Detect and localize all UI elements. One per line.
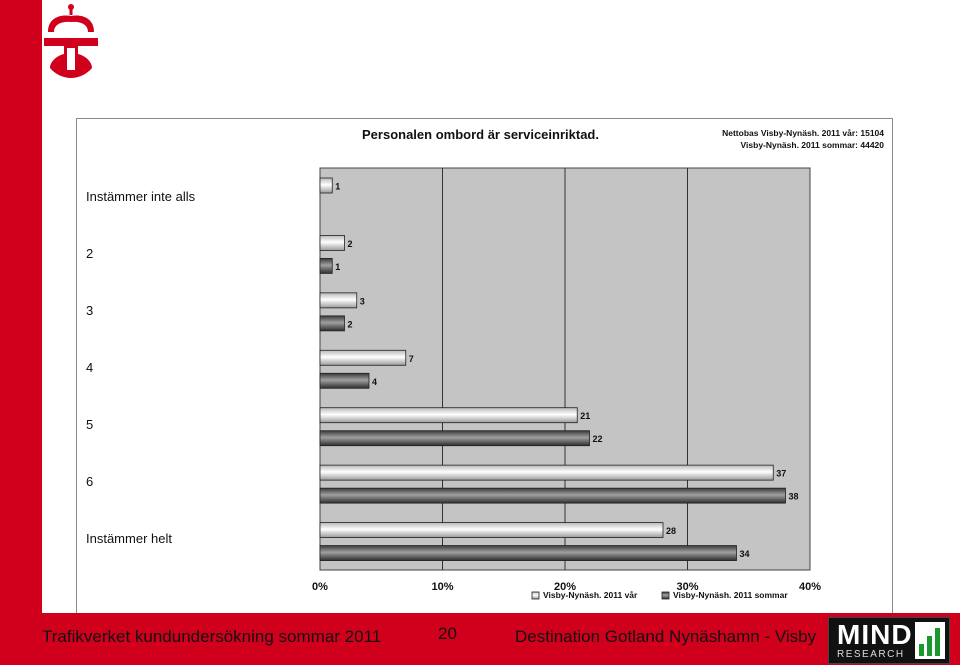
bar [320, 178, 332, 193]
footer-survey-title: Trafikverket kundundersökning sommar 2011 [42, 627, 382, 646]
category-label: 4 [86, 360, 94, 375]
x-tick-label: 20% [553, 581, 577, 593]
category-label: Instämmer inte alls [86, 189, 196, 204]
bar-value-label: 4 [372, 376, 378, 387]
chart-title: Personalen ombord är serviceinriktad. [362, 127, 599, 142]
netto-line-1: Nettobas Visby-Nynäsh. 2011 vår: 15104 [722, 128, 884, 138]
bar [320, 431, 590, 446]
bar-value-label: 38 [788, 491, 799, 502]
bars-logo-icon [915, 622, 945, 659]
x-tick-label: 30% [676, 581, 699, 593]
bar-value-label: 1 [335, 261, 341, 272]
logo-word: MIND [837, 619, 913, 650]
bar [320, 488, 786, 503]
legend-swatch [662, 592, 669, 599]
bar [320, 235, 345, 250]
bar [320, 293, 357, 308]
mind-research-logo [828, 617, 950, 664]
bar-value-label: 2 [347, 238, 353, 249]
legend-swatch [532, 592, 539, 599]
category-label: 6 [86, 474, 94, 489]
bar [320, 408, 577, 423]
bar-value-label: 3 [359, 296, 365, 307]
bar-value-label: 2 [347, 319, 353, 330]
bar-value-label: 22 [592, 434, 603, 445]
bar-value-label: 34 [739, 549, 750, 560]
bar [320, 523, 663, 538]
bar-value-label: 28 [666, 526, 677, 537]
category-label: 3 [86, 303, 94, 318]
bar-value-label: 7 [408, 353, 414, 364]
bar [320, 350, 406, 365]
bar [320, 546, 737, 561]
x-tick-label: 40% [798, 581, 822, 593]
category-label: 5 [86, 417, 94, 432]
category-label: Instämmer helt [86, 531, 172, 546]
legend-label: Visby-Nynäsh. 2011 sommar [673, 590, 788, 600]
bar [320, 316, 345, 331]
legend-label: Visby-Nynäsh. 2011 vår [543, 590, 638, 600]
bar-value-label: 37 [776, 468, 787, 479]
x-tick-label: 0% [312, 581, 328, 593]
x-tick-label: 10% [431, 581, 454, 593]
bar [320, 258, 332, 273]
netto-line-2: Visby-Nynäsh. 2011 sommar: 44420 [740, 140, 884, 150]
bar-value-label: 1 [335, 181, 341, 192]
bar [320, 373, 369, 388]
logo-sub: RESEARCH [837, 649, 905, 660]
footer-route: Destination Gotland Nynäshamn - Visby [515, 627, 817, 646]
page-number: 20 [438, 624, 457, 643]
bar-value-label: 21 [580, 411, 591, 422]
bar [320, 465, 773, 480]
category-label: 2 [86, 246, 94, 261]
